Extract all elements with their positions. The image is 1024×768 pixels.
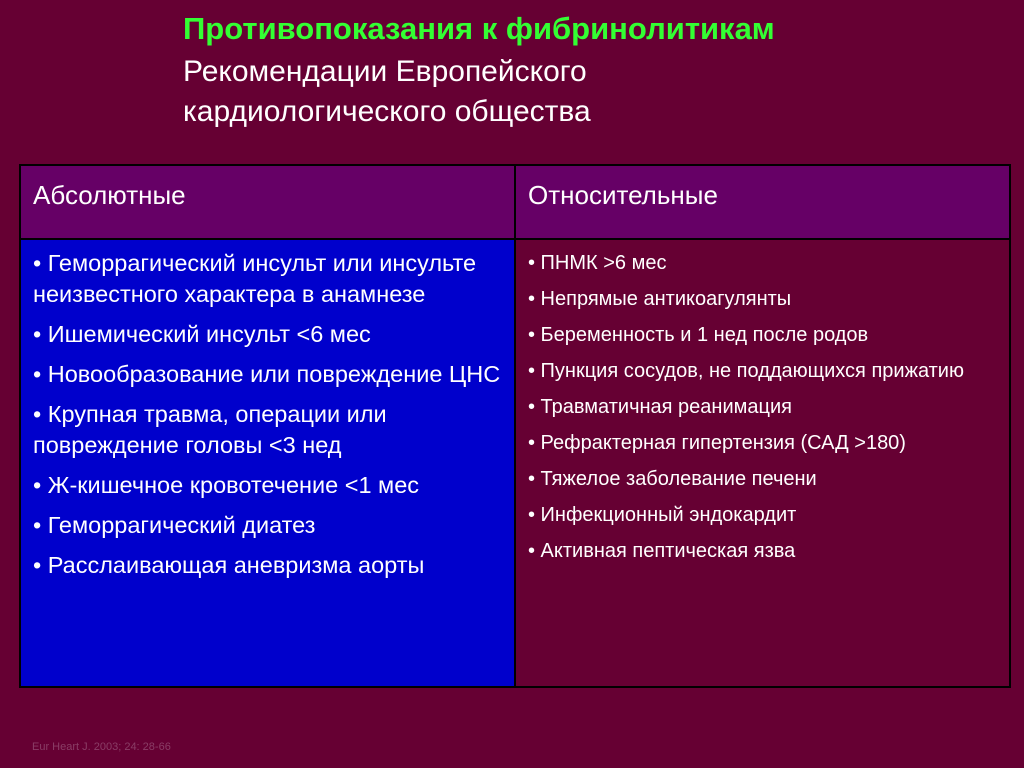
header-relative: Относительные (516, 166, 1009, 240)
relative-item: • Травматичная реанимация (528, 396, 792, 418)
relative-item: • ПНМК >6 мес (528, 252, 667, 274)
subtitle-line-1: Рекомендации Европейского (183, 55, 587, 88)
header-absolute: Абсолютные (21, 166, 516, 240)
subtitle-line-2: кардиологического общества (183, 95, 591, 128)
absolute-item: • Геморрагический диатез (33, 512, 316, 538)
absolute-item: • Новообразование или повреждение ЦНС (33, 361, 501, 387)
relative-item: • Тяжелое заболевание печени (528, 468, 817, 490)
slide-subtitle (183, 52, 1003, 132)
relative-item: • Рефрактерная гипертензия (САД >180) (528, 432, 906, 454)
citation-footnote: Eur Heart J. 2003; 24: 28-66 (32, 741, 171, 753)
absolute-item: • Крупная травма, операции или повреждение головы <3 нед (33, 401, 387, 458)
absolute-cell (21, 240, 516, 686)
relative-item: • Активная пептическая язва (528, 540, 796, 562)
relative-item: • Инфекционный эндокардит (528, 504, 797, 526)
absolute-item: • Геморрагический инсульт или инсульте неизвестного характера в анамнезе (33, 250, 477, 307)
relative-item: • Пункция сосудов, не поддающихся прижатию (528, 360, 964, 382)
relative-cell (516, 240, 1009, 686)
absolute-list (33, 248, 504, 581)
contraindications-table (19, 164, 1011, 688)
relative-item: • Беременность и 1 нед после родов (528, 324, 869, 346)
absolute-item: • Расслаивающая аневризма аорты (33, 552, 425, 578)
absolute-item: • Ж-кишечное кровотечение <1 мес (33, 472, 420, 498)
slide-title: Противопоказания к фибринолитикам (183, 11, 775, 46)
title-block (183, 10, 1003, 132)
relative-item: • Непрямые антикоагулянты (528, 288, 792, 310)
absolute-item: • Ишемический инсульт <6 мес (33, 321, 371, 347)
relative-list (528, 250, 1001, 564)
